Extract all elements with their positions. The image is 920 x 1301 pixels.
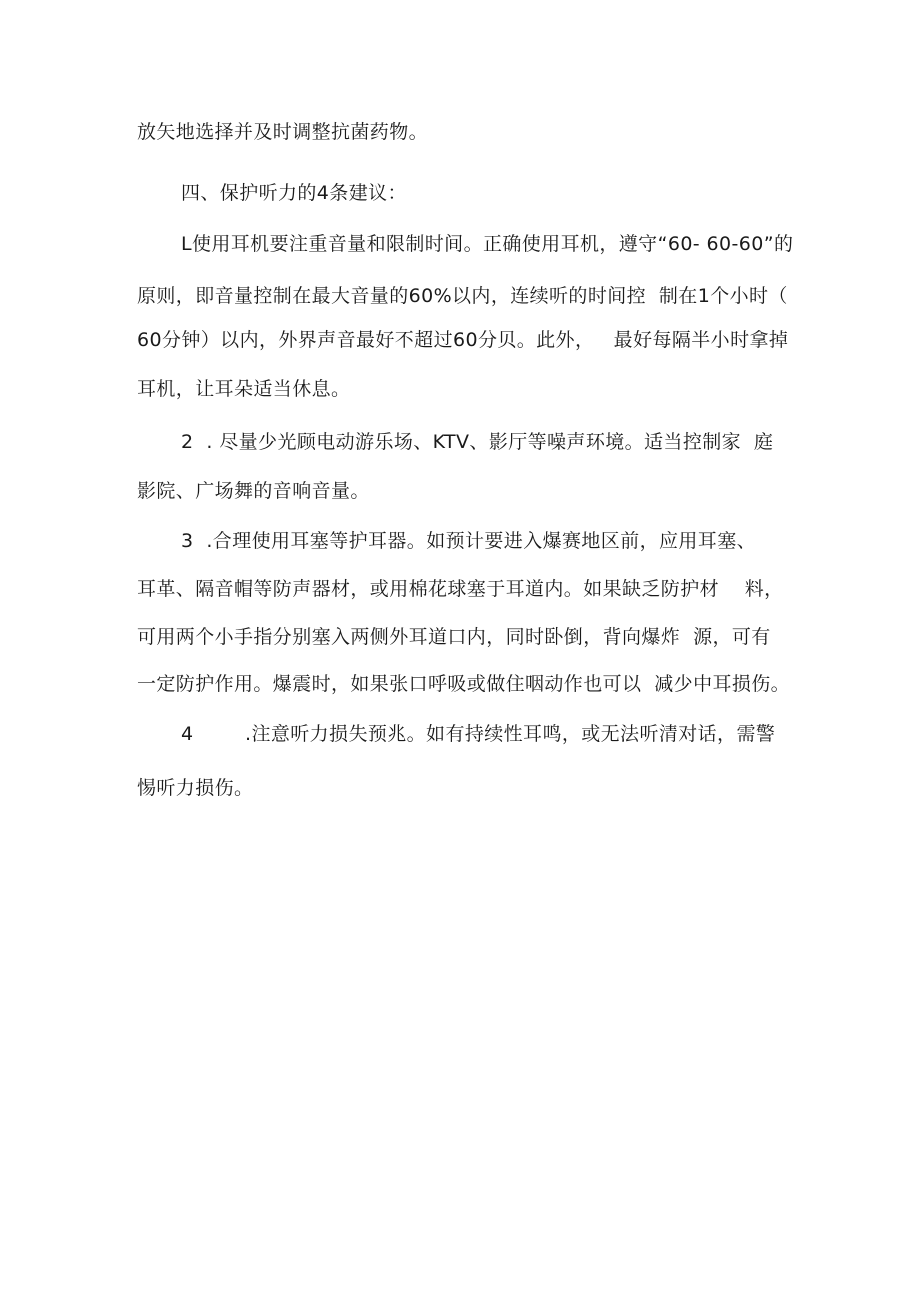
text-line-12: 一定防护作用。爆震时，如果张口呼吸或做住咽动作也可以 减少中耳损伤。 bbox=[137, 673, 791, 695]
text-line-1: 放矢地选择并及时调整抗菌药物。 bbox=[137, 121, 429, 143]
text-line-4: 原则，即音量控制在最大音量的60%以内，连续听的时间控 制在1个小时（ bbox=[137, 285, 788, 307]
text-line-3: L使用耳机要注重音量和限制时间。正确使用耳机，遵守“60- 60-60”的 bbox=[181, 233, 794, 255]
text-line-8: 影院、广场舞的音响音量。 bbox=[137, 480, 370, 502]
text-line-7: 2 . 尽量少光顾电动游乐场、KTV、影厅等噪声环境。适当控制家 庭 bbox=[181, 431, 774, 453]
text-line-10: 耳革、隔音帽等防声器材，或用棉花球塞于耳道内。如果缺乏防护材 料， bbox=[137, 578, 784, 600]
text-line-13: 4 .注意听力损失预兆。如有持续性耳鸣，或无法听清对话，需警 bbox=[181, 723, 776, 745]
section-heading: 四、保护听力的4条建议： bbox=[181, 182, 407, 204]
text-line-14: 惕听力损伤。 bbox=[137, 777, 254, 799]
text-line-9: 3 .合理使用耳塞等护耳器。如预计要进入爆赛地区前，应用耳塞、 bbox=[181, 530, 757, 552]
text-line-11: 可用两个小手指分别塞入两侧外耳道口内，同时卧倒，背向爆炸 源，可有 bbox=[137, 626, 771, 648]
text-line-6: 耳机，让耳朵适当休息。 bbox=[137, 378, 351, 400]
text-line-5: 60分钟）以内，外界声音最好不超过60分贝。此外， 最好每隔半小时拿掉 bbox=[137, 329, 789, 351]
